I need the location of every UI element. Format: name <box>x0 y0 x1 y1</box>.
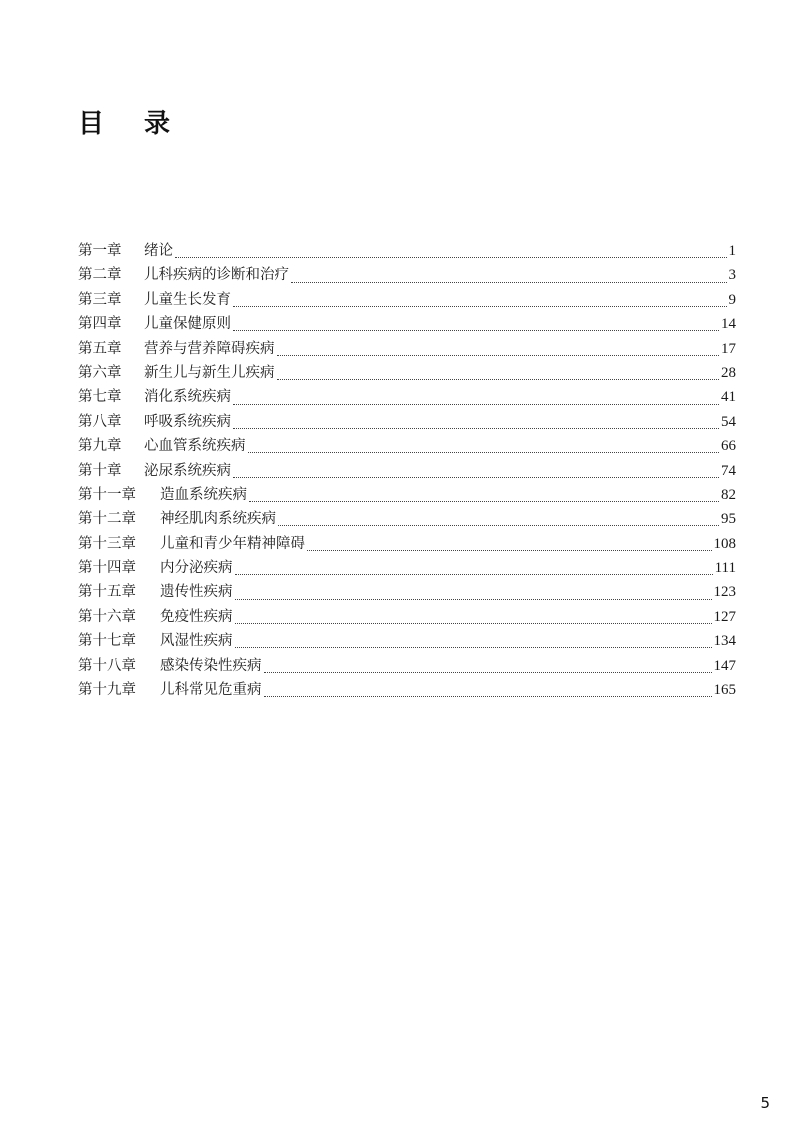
toc-dot-leader <box>233 427 719 429</box>
toc-chapter-title: 呼吸系统疾病 <box>144 413 231 430</box>
toc-chapter-label: 第三章 <box>78 291 122 308</box>
toc-chapter-title: 绪论 <box>144 243 173 259</box>
toc-chapter-label: 第六章 <box>78 364 122 381</box>
toc-entry[interactable] <box>78 337 736 361</box>
toc-entry[interactable] <box>78 507 736 531</box>
toc-dot-leader <box>307 549 712 551</box>
toc-entry[interactable] <box>78 239 736 263</box>
toc-chapter-title: 儿童保健原则 <box>144 316 231 333</box>
toc-dot-leader <box>277 378 720 380</box>
toc-page-number: 123 <box>713 584 736 601</box>
toc-chapter-label: 第十九章 <box>78 682 136 699</box>
toc-page-number: 147 <box>713 657 736 674</box>
toc-page-number: 9 <box>728 291 736 308</box>
toc-entry[interactable] <box>78 312 736 336</box>
toc-chapter-label: 第十章 <box>78 462 122 479</box>
toc-dot-leader <box>175 256 727 258</box>
toc-page-number: 165 <box>713 682 736 699</box>
toc-chapter-title: 遗传性疾病 <box>160 584 233 601</box>
toc-dot-leader <box>291 281 727 283</box>
toc-dot-leader <box>264 695 712 697</box>
toc-chapter-title: 儿童生长发育 <box>144 291 231 308</box>
toc-entry[interactable] <box>78 605 736 629</box>
toc-dot-leader <box>235 622 712 624</box>
toc-chapter-title: 儿科疾病的诊断和治疗 <box>144 267 289 284</box>
toc-chapter-title: 消化系统疾病 <box>144 389 231 406</box>
toc-chapter-label: 第十五章 <box>78 584 136 601</box>
toc-page-number: 127 <box>713 608 736 625</box>
toc-entry[interactable] <box>78 361 736 385</box>
toc-entry[interactable] <box>78 410 736 434</box>
toc-page-number: 108 <box>713 535 736 552</box>
toc-chapter-label: 第十三章 <box>78 535 136 552</box>
toc-chapter-label: 第二章 <box>78 267 122 284</box>
page-title: 目录 <box>78 109 211 139</box>
toc-entry[interactable] <box>78 532 736 556</box>
toc-dot-leader <box>235 598 712 600</box>
toc-page-number: 54 <box>721 413 736 430</box>
toc-chapter-title: 免疫性疾病 <box>160 608 233 625</box>
toc-page-number: 28 <box>721 364 736 381</box>
toc-page-number: 41 <box>721 389 736 406</box>
page-number: 5 <box>760 1094 770 1112</box>
toc-page-number: 82 <box>721 486 736 503</box>
toc-chapter-title: 感染传染性疾病 <box>160 657 262 674</box>
toc-page-number: 14 <box>721 316 736 333</box>
toc-chapter-label: 第八章 <box>78 413 122 430</box>
toc-entry[interactable] <box>78 580 736 604</box>
toc-chapter-title: 风湿性疾病 <box>160 633 233 650</box>
toc-entry[interactable] <box>78 459 736 483</box>
toc-dot-leader <box>278 524 719 526</box>
toc-page-number: 66 <box>721 438 736 455</box>
toc-chapter-label: 第十六章 <box>78 608 136 625</box>
toc-dot-leader <box>233 329 719 331</box>
toc-entry[interactable] <box>78 678 736 702</box>
toc-dot-leader <box>248 451 720 453</box>
toc-dot-leader <box>277 354 720 356</box>
toc-entry[interactable] <box>78 629 736 653</box>
toc-page-number: 111 <box>714 560 736 577</box>
toc-chapter-title: 心血管系统疾病 <box>144 438 246 455</box>
toc-page-number: 3 <box>728 267 736 284</box>
toc-chapter-title: 儿科常见危重病 <box>160 682 262 699</box>
toc-chapter-label: 第十八章 <box>78 657 136 674</box>
toc-chapter-title: 营养与营养障碍疾病 <box>144 340 275 357</box>
toc-entry[interactable] <box>78 385 736 409</box>
toc-dot-leader <box>233 305 727 307</box>
table-of-contents <box>78 239 736 702</box>
toc-chapter-title: 儿童和青少年精神障碍 <box>160 535 305 552</box>
toc-page-number: 74 <box>721 462 736 479</box>
toc-chapter-label: 第五章 <box>78 340 122 357</box>
toc-entry[interactable] <box>78 556 736 580</box>
toc-chapter-label: 第七章 <box>78 389 122 406</box>
toc-chapter-label: 第十一章 <box>78 486 136 503</box>
toc-chapter-label: 第一章 <box>78 243 122 259</box>
toc-chapter-title: 内分泌疾病 <box>160 560 233 577</box>
toc-page-number: 17 <box>721 340 736 357</box>
toc-chapter-title: 造血系统疾病 <box>160 486 247 503</box>
toc-dot-leader <box>233 476 719 478</box>
toc-chapter-title: 泌尿系统疾病 <box>144 462 231 479</box>
toc-entry[interactable] <box>78 434 736 458</box>
toc-chapter-title: 新生儿与新生儿疾病 <box>144 364 275 381</box>
toc-dot-leader <box>264 671 712 673</box>
toc-dot-leader <box>235 573 713 575</box>
toc-chapter-label: 第十四章 <box>78 560 136 577</box>
toc-chapter-label: 第十七章 <box>78 633 136 650</box>
toc-page-number: 95 <box>721 511 736 528</box>
toc-page-number: 134 <box>713 633 736 650</box>
toc-dot-leader <box>233 403 719 405</box>
toc-page-number: 1 <box>728 243 736 259</box>
toc-dot-leader <box>249 500 719 502</box>
toc-dot-leader <box>235 646 712 648</box>
toc-entry[interactable] <box>78 288 736 312</box>
toc-entry[interactable] <box>78 263 736 287</box>
toc-entry[interactable] <box>78 654 736 678</box>
toc-chapter-label: 第十二章 <box>78 511 136 528</box>
toc-entry[interactable] <box>78 483 736 507</box>
toc-chapter-label: 第四章 <box>78 316 122 333</box>
toc-chapter-label: 第九章 <box>78 438 122 455</box>
toc-chapter-title: 神经肌肉系统疾病 <box>160 511 276 528</box>
